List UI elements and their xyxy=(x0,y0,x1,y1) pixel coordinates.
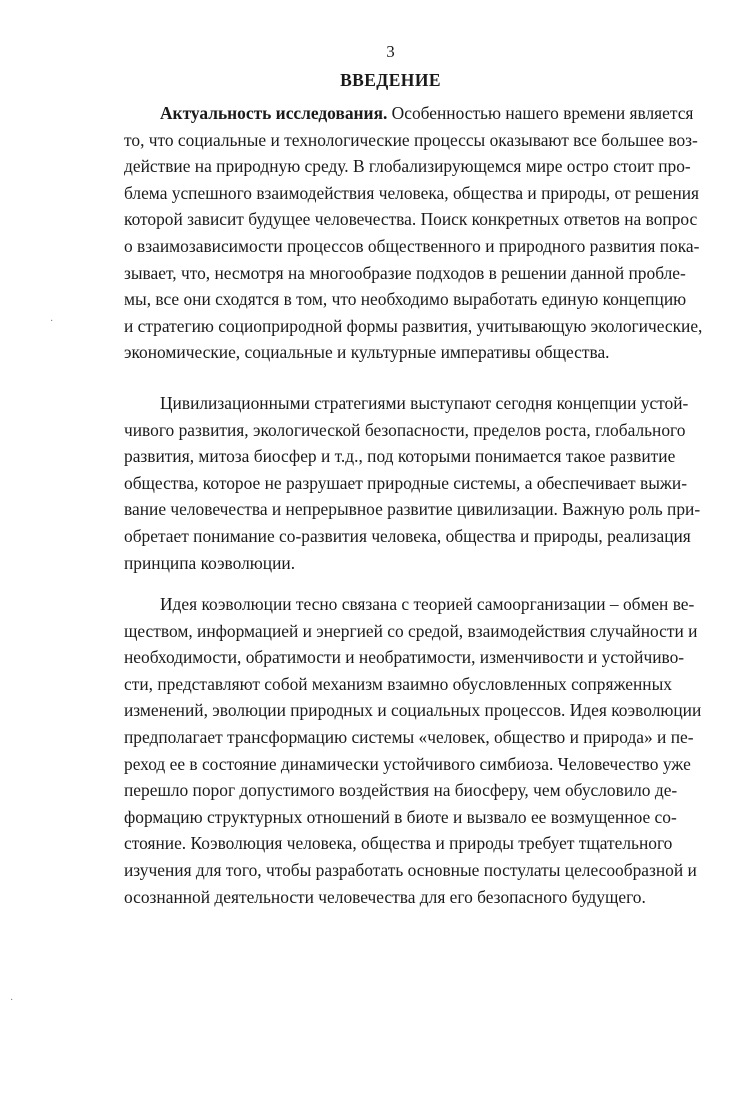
text-line: которой зависит будущее человечества. Поиск конкретных ответов на вопрос xyxy=(124,209,698,230)
text-line: развития, митоза биосфер и т.д., под которыми понимается такое развитие xyxy=(124,446,676,467)
paragraph-lead: Актуальность исследования. xyxy=(160,103,388,123)
scan-mark: · xyxy=(50,316,54,327)
text-line: предполагает трансформацию системы «человек, общество и природа» и пе- xyxy=(124,726,694,747)
scan-mark: · xyxy=(10,995,14,1006)
text-line xyxy=(124,390,689,417)
page-heading: ВВЕДЕНИЕ xyxy=(340,70,441,90)
text-line: экономические, социальные и культурные императивы общества. xyxy=(124,342,610,363)
text-line: чивого развития, экологической безопасности, пределов роста, глобального xyxy=(124,419,686,440)
text-line: и стратегию социоприродной формы развития, учитывающую экологические, xyxy=(124,315,703,336)
text-line: общества, которое не разрушает природные системы, а обеспечивает выжи- xyxy=(124,472,687,493)
text-line: осознанной деятельности человечества для его безопасного будущего. xyxy=(124,886,646,907)
text-line: стояние. Коэволюция человека, общества и природы требует тщательного xyxy=(124,833,673,854)
text-line: принципа коэволюции. xyxy=(124,552,296,573)
text-line: действие на природную среду. В глобализирующемся мире остро стоит про- xyxy=(124,156,691,177)
text-line: изменений, эволюции природных и социальных процессов. Идея коэволюции xyxy=(124,700,702,721)
text-line: необходимости, обратимости и необратимости, изменчивости и устойчиво- xyxy=(124,647,685,668)
page-number: 3 xyxy=(386,42,395,61)
text-line: реход ее в состояние динамически устойчивого симбиоза. Человечество уже xyxy=(124,753,691,774)
paragraph-relevance xyxy=(124,100,703,366)
text-line: обретает понимание со-развития человека, общества и природы, реализация xyxy=(124,525,691,546)
paragraph-strategies xyxy=(124,390,701,576)
text-line: вание человечества и непрерывное развитие цивилизации. Важную роль при- xyxy=(124,499,701,520)
text-line: о взаимозависимости процессов общественного и природного развития пока- xyxy=(124,235,700,256)
text-line-content: Цивилизационными стратегиями выступают сегодня концепции устой- xyxy=(160,393,689,413)
text-line: то, что социальные и технологические процессы оказывают все большее воз- xyxy=(124,129,698,150)
text-line: перешло порог допустимого воздействия на биосферу, чем обусловило де- xyxy=(124,780,678,801)
text-line: сти, представляют собой механизм взаимно обусловленных сопряженных xyxy=(124,673,672,694)
text-line: зывает, что, несмотря на многообразие подходов в решении данной пробле- xyxy=(124,262,686,283)
text-line xyxy=(124,100,694,127)
text-line: ществом, информацией и энергией со средой, взаимодействия случайности и xyxy=(124,620,698,641)
text-line: блема успешного взаимодействия человека, общества и природы, от решения xyxy=(124,182,700,203)
text-line-content: Идея коэволюции тесно связана с теорией самоорганизации – обмен ве- xyxy=(160,594,695,614)
text-line: изучения для того, чтобы разработать основные постулаты целесообразной и xyxy=(124,859,697,880)
paragraph-coevolution xyxy=(124,591,702,910)
text-line: формацию структурных отношений в биоте и вызвало ее возмущенное со- xyxy=(124,806,677,827)
text-line: мы, все они сходятся в том, что необходимо выработать единую концепцию xyxy=(124,289,687,310)
text-line xyxy=(124,591,695,618)
text-line-rest: Особенностью нашего времени является xyxy=(387,103,694,123)
